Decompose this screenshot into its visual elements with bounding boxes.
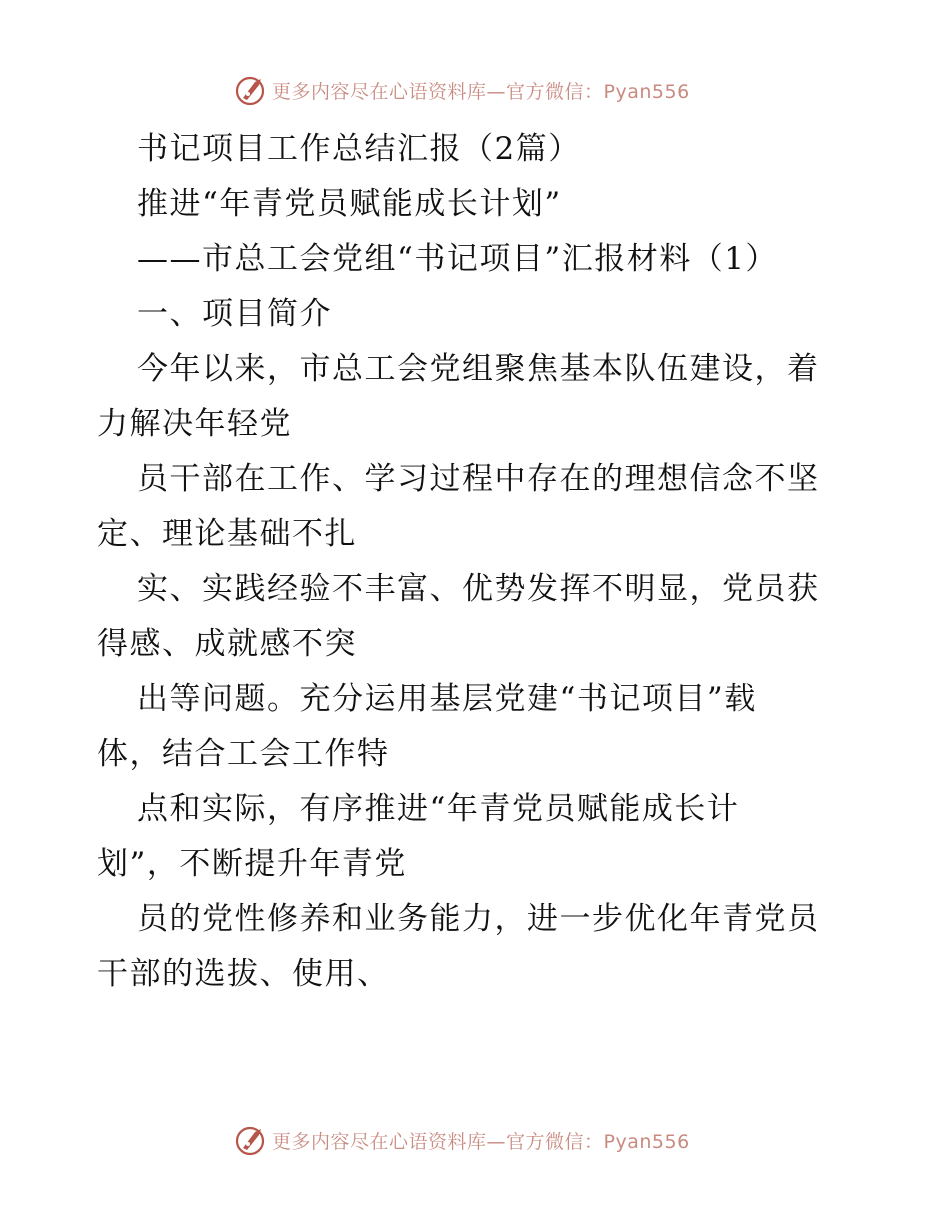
watermark-text: 更多内容尽在心语资料库—官方微信：Pyan556 xyxy=(272,80,690,103)
paragraph-line: 力解决年轻党 xyxy=(97,406,292,442)
document-subtitle: 推进“年青党员赋能成长计划” xyxy=(137,186,562,222)
pen-nib-logo-icon xyxy=(234,73,268,107)
document-title: 书记项目工作总结汇报（2篇） xyxy=(137,131,581,167)
paragraph-line: 实、实践经验不丰富、优势发挥不明显，党员获 xyxy=(137,571,820,607)
paragraph-line: 划”，不断提升年青党 xyxy=(97,846,407,882)
paragraph-line: 员干部在工作、学习过程中存在的理想信念不坚 xyxy=(137,461,820,497)
paragraph-line: 点和实际，有序推进“年青党员赋能成长计 xyxy=(137,791,740,827)
paragraph-line: 出等问题。充分运用基层党建“书记项目”载 xyxy=(137,681,757,717)
pen-nib-logo-icon xyxy=(234,1123,268,1157)
document-body xyxy=(97,122,857,1002)
paragraph-line: 体，结合工会工作特 xyxy=(97,736,390,772)
footer-watermark xyxy=(234,1122,690,1158)
paragraph-line: 员的党性修养和业务能力，进一步优化年青党员 xyxy=(137,901,820,937)
paragraph-line: 今年以来，市总工会党组聚焦基本队伍建设，着 xyxy=(137,351,820,387)
header-watermark xyxy=(234,72,690,108)
watermark-text: 更多内容尽在心语资料库—官方微信：Pyan556 xyxy=(272,1130,690,1153)
paragraph-line: 得感、成就感不突 xyxy=(97,626,357,662)
document-subheading: ——市总工会党组“书记项目”汇报材料（1） xyxy=(137,241,778,277)
paragraph-line: 干部的选拔、使用、 xyxy=(97,956,390,992)
paragraph-line: 定、理论基础不扎 xyxy=(97,516,357,552)
section-heading: 一、项目简介 xyxy=(137,296,332,332)
